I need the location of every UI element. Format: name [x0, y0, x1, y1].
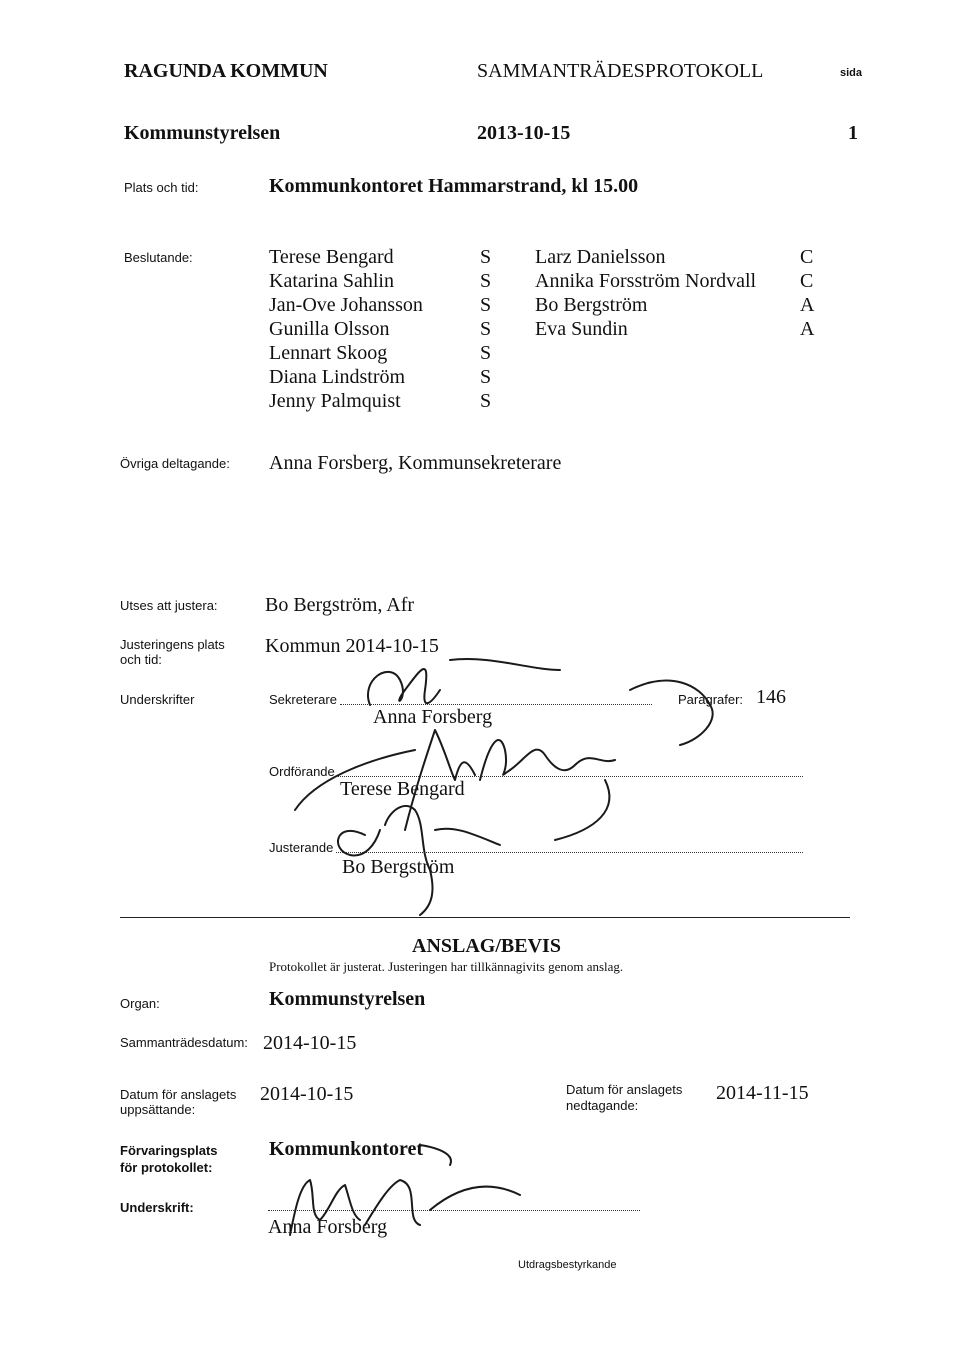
member-name: Annika Forsström Nordvall [535, 270, 757, 292]
member-name: Gunilla Olsson [269, 318, 390, 340]
member-party: C [800, 270, 814, 292]
organ-label: Organ: [120, 996, 160, 1011]
removed-date-label-line1: Datum för anslagets [566, 1082, 683, 1097]
posted-date-label-line1: Datum för anslagets [120, 1087, 237, 1102]
paragraphs-value: 146 [756, 686, 786, 708]
member-name: Diana Lindström [269, 366, 406, 388]
meeting-date: 2013-10-15 [477, 122, 571, 144]
member-name: Larz Danielsson [535, 246, 666, 268]
member-name: Bo Bergström [535, 294, 648, 316]
organ-value: Kommunstyrelsen [269, 988, 426, 1010]
secretary-name: Anna Forsberg [373, 706, 493, 728]
decision-makers-label: Beslutande: [124, 250, 193, 265]
place-value: Kommunkontoret Hammarstrand, kl 15.00 [269, 175, 639, 197]
secretary-label: Sekreterare [269, 692, 337, 707]
member-party: S [480, 318, 492, 340]
meeting-date-value: 2014-10-15 [263, 1032, 357, 1054]
certification-stamp: Utdragsbestyrkande [518, 1259, 617, 1271]
member-name: Jenny Palmquist [269, 390, 401, 412]
member-name: Eva Sundin [535, 318, 628, 340]
chair-name: Terese Bengard [340, 778, 465, 800]
storage-value: Kommunkontoret [269, 1138, 424, 1160]
adjuster-signature [325, 790, 525, 920]
adjust-place-label-line1: Justeringens plats [120, 637, 225, 652]
adjust-place-value: Kommun 2014-10-15 [265, 635, 439, 657]
page-label: sida [840, 67, 863, 79]
municipality-name: RAGUNDA KOMMUN [124, 60, 328, 82]
storage-label-line1: Förvaringsplats [120, 1143, 218, 1158]
member-name: Katarina Sahlin [269, 270, 394, 292]
section-divider [120, 917, 850, 918]
member-party: S [480, 342, 492, 364]
member-party: A [800, 318, 815, 340]
adjuster-label: Utses att justera: [120, 598, 218, 613]
posted-date-value: 2014-10-15 [260, 1083, 354, 1105]
notice-subtitle: Protokollet är justerat. Justeringen har tillkännagivits genom anslag. [269, 959, 624, 974]
removed-date-value: 2014-11-15 [716, 1082, 809, 1104]
chair-label: Ordförande [269, 764, 335, 779]
page-number: 1 [848, 122, 858, 144]
other-participants-value: Anna Forsberg, Kommunsekreterare [269, 452, 562, 474]
member-party: A [800, 294, 815, 316]
adjuster-sign-name: Bo Bergström [342, 856, 455, 878]
member-party: S [480, 294, 492, 316]
member-party: S [480, 270, 492, 292]
notice-signature-name: Anna Forsberg [268, 1216, 388, 1238]
storage-label-line2: för protokollet: [120, 1160, 213, 1175]
posted-date-label-line2: uppsättande: [120, 1102, 196, 1117]
body-name: Kommunstyrelsen [124, 122, 281, 144]
adjuster-sign-label: Justerande [269, 840, 334, 855]
signature-label: Underskrift: [120, 1200, 194, 1215]
adjuster-value: Bo Bergström, Afr [265, 594, 415, 616]
member-party: S [480, 246, 492, 268]
paragraphs-label: Paragrafer: [678, 692, 744, 707]
adjust-place-label-line2: och tid: [120, 652, 162, 667]
member-name: Jan-Ove Johansson [269, 294, 423, 316]
notice-title: ANSLAG/BEVIS [412, 935, 561, 957]
member-party: S [480, 390, 492, 412]
member-party: S [480, 366, 492, 388]
secretary-signature [330, 650, 750, 720]
member-name: Lennart Skoog [269, 342, 388, 364]
other-participants-label: Övriga deltagande: [120, 456, 230, 471]
place-label: Plats och tid: [124, 180, 199, 195]
document-type: SAMMANTRÄDESPROTOKOLL [477, 60, 764, 82]
meeting-date-label: Sammanträdesdatum: [120, 1035, 248, 1050]
notice-signature [270, 1140, 550, 1250]
member-party: C [800, 246, 814, 268]
member-name: Terese Bengard [269, 246, 394, 268]
removed-date-label-line2: nedtagande: [566, 1098, 639, 1113]
signatures-label: Underskrifter [120, 692, 195, 707]
